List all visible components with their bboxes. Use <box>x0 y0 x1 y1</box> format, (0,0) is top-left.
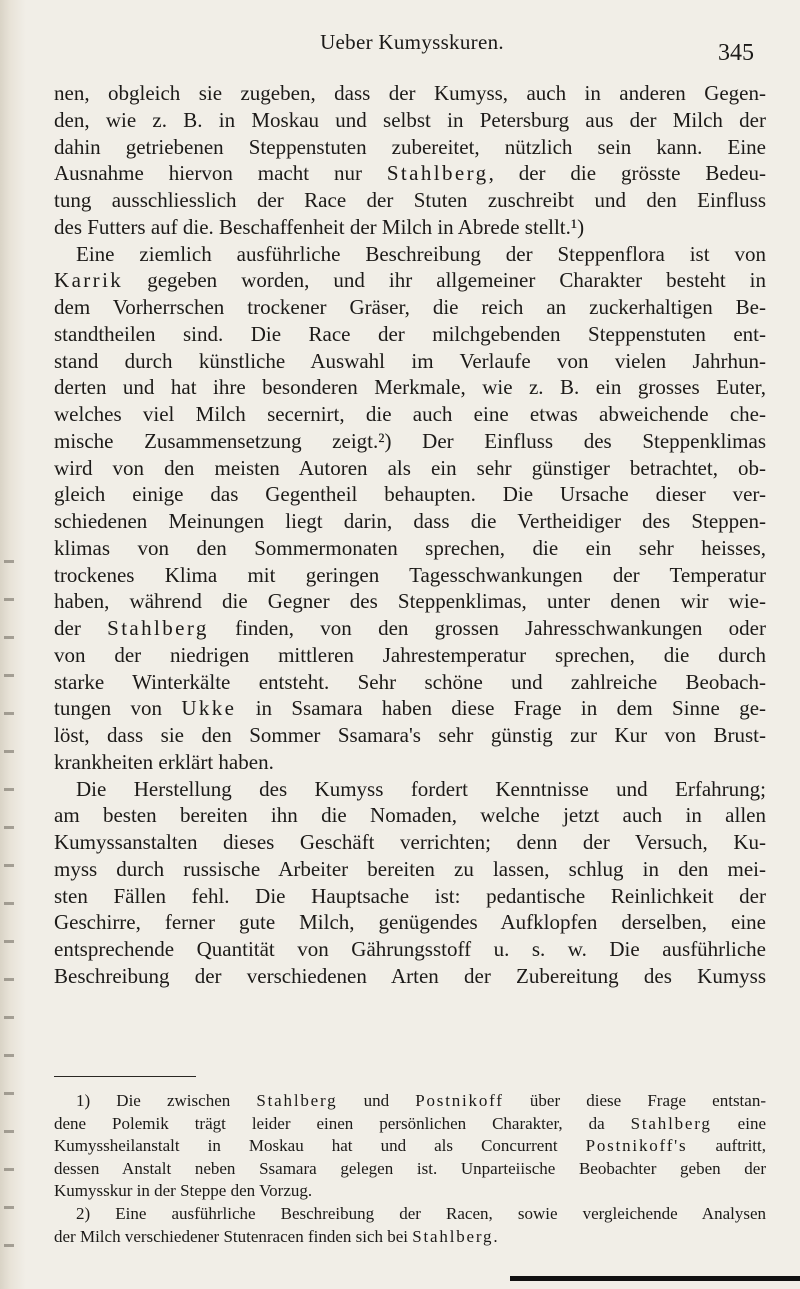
text-span: und <box>337 1091 416 1110</box>
text-span: Kumyssheilanstalt in Moskau hat und als Concurrent <box>54 1136 586 1156</box>
footnotes <box>54 1090 766 1248</box>
text-span: Eine ziemlich ausführliche Beschreibung der Steppenflora ist von <box>76 241 766 266</box>
text-span: standtheilen sind. Die Race der milchgebenden Steppenstuten ent- <box>54 321 766 346</box>
footnote-line <box>54 1135 766 1158</box>
footnote-line <box>54 1113 766 1136</box>
text-line <box>54 214 766 241</box>
text-line <box>54 963 766 990</box>
page-number: 345 <box>718 40 754 66</box>
text-span: von der niedrigen mittleren Jahrestemperatur sprechen, die durch <box>54 642 766 667</box>
text-span: myss durch russische Arbeiter bereiten zu lassen, schlug in den mei- <box>54 856 766 881</box>
text-span: entsprechende Quantität von Gährungsstoff u. s. w. Die ausführliche <box>54 937 766 961</box>
footnote-line <box>54 1203 766 1226</box>
author-name: Postnikoff's <box>585 1136 688 1156</box>
text-span: finden, von den grossen Jahresschwankungen oder <box>208 616 766 640</box>
text-line <box>54 936 766 963</box>
author-name: Ukke <box>181 696 237 721</box>
text-line <box>54 187 766 214</box>
text-line <box>54 80 766 107</box>
text-span: des Futters auf die. Beschaffenheit der Milch in Abrede stellt.¹) <box>54 214 585 239</box>
text-span: am besten bereiten ihn die Nomaden, welche jetzt auch in allen <box>54 803 766 828</box>
text-span: der <box>54 616 108 640</box>
text-span: sten Fällen fehl. Die Hauptsache ist: pedantische Reinlichkeit der <box>54 883 766 908</box>
text-line <box>54 374 766 401</box>
binding-stitch-marks <box>4 560 14 1280</box>
text-span: welches viel Milch secernirt, die auch eine etwas abweichende che- <box>54 402 766 426</box>
text-span: auftritt, <box>687 1136 767 1156</box>
footnote-line <box>54 1226 766 1249</box>
text-span: krankheiten erklärt haben. <box>54 749 274 774</box>
text-span: klimas von den Sommermonaten sprechen, die ein sehr heisses, <box>54 535 766 560</box>
text-span: eine <box>711 1113 766 1133</box>
text-span: tungen von <box>54 696 182 721</box>
footnote-divider <box>54 1076 196 1077</box>
text-line <box>54 348 766 375</box>
text-line <box>54 562 766 589</box>
text-span: dem Vorherrschen trockener Gräser, die reich an zuckerhaltigen Be- <box>54 295 766 319</box>
text-line <box>54 107 766 134</box>
text-span: den, wie z. B. in Moskau und selbst in Petersburg aus der Milch der <box>54 107 766 132</box>
running-title: Ueber Kumysskuren. <box>320 30 504 54</box>
text-span: der Milch verschiedener Stutenracen finden sich bei <box>54 1226 413 1246</box>
author-name: Karrik <box>54 268 124 293</box>
text-line <box>54 909 766 936</box>
author-name: Stahlberg <box>412 1226 494 1246</box>
text-span: Kumysskur in der Steppe den Vorzug. <box>54 1181 313 1201</box>
text-line <box>54 669 766 696</box>
text-span: über diese Frage entstan- <box>503 1091 766 1110</box>
text-line <box>54 134 766 161</box>
text-line <box>54 401 766 428</box>
text-line <box>54 695 766 722</box>
text-span: trockenes Klima mit geringen Tagesschwankungen der Temperatur <box>54 562 766 587</box>
text-span: tung ausschliesslich der Race der Stuten zuschreibt und den Einfluss <box>54 188 766 212</box>
text-line <box>54 615 766 642</box>
text-line <box>54 535 766 562</box>
text-span: gegeben worden, und ihr allgemeiner Charakter besteht in <box>123 268 766 293</box>
text-span: 2) Eine ausführliche Beschreibung der Racen, sowie vergleichende Analysen <box>76 1203 766 1223</box>
author-name: Stahlberg <box>107 616 209 640</box>
text-span: , der die grösste Bedeu- <box>488 161 766 186</box>
text-span: 1) Die zwischen <box>76 1091 257 1110</box>
text-span: starke Winterkälte entsteht. Sehr schöne und zahlreiche Beobach- <box>54 669 766 694</box>
text-span: schiedenen Meinungen liegt darin, dass die Vertheidiger des Steppen- <box>54 509 766 533</box>
footnote-line <box>54 1158 766 1181</box>
text-line <box>54 588 766 615</box>
author-name: Stahlberg <box>630 1113 712 1133</box>
text-line <box>54 856 766 883</box>
text-line <box>54 428 766 455</box>
text-span: nen, obgleich sie zugeben, dass der Kumyss, auch in anderen Gegen- <box>54 81 766 105</box>
page-header <box>58 28 766 68</box>
text-line <box>54 776 766 803</box>
text-span: mische Zusammensetzung zeigt.²) Der Einfluss des Steppenklimas <box>54 428 766 453</box>
footnote-line <box>54 1180 766 1203</box>
text-line <box>54 749 766 776</box>
text-line <box>54 294 766 321</box>
text-span: Die Herstellung des Kumyss fordert Kenntnisse und Erfahrung; <box>76 776 766 801</box>
text-line <box>54 883 766 910</box>
text-line <box>54 481 766 508</box>
text-span: in Ssamara haben diese Frage in dem Sinne ge- <box>236 696 767 721</box>
text-line <box>54 642 766 669</box>
author-name: Stahlberg <box>256 1091 338 1110</box>
text-line <box>54 829 766 856</box>
text-line <box>54 508 766 535</box>
text-line <box>54 267 766 294</box>
text-line <box>54 241 766 268</box>
text-span: Geschirre, ferner gute Milch, genügendes Aufklopfen derselben, eine <box>54 910 766 935</box>
text-span: Beschreibung der verschiedenen Arten der Zubereitung des Kumyss <box>54 963 766 988</box>
page-edge-shadow <box>510 1276 800 1281</box>
text-span: dessen Anstalt neben Ssamara gelegen ist. Unparteiische Beobachter geben der <box>54 1158 766 1178</box>
text-span: wird von den meisten Autoren als ein sehr günstiger betrachtet, ob- <box>54 455 766 480</box>
text-span: dahin getriebenen Steppenstuten zubereitet, nützlich sein kann. Eine <box>54 134 766 159</box>
main-text <box>54 80 766 990</box>
text-line <box>54 160 766 187</box>
text-span: stand durch künstliche Auswahl im Verlaufe von vielen Jahrhun- <box>54 348 766 373</box>
text-line <box>54 722 766 749</box>
text-span: haben, während die Gegner des Steppenklimas, unter denen wir wie- <box>54 589 766 614</box>
text-line <box>54 455 766 482</box>
text-span: gleich einige das Gegentheil behaupten. Die Ursache dieser ver- <box>54 482 766 507</box>
text-span: derten und hat ihre besonderen Merkmale, wie z. B. ein grosses Euter, <box>54 375 766 400</box>
text-line <box>54 321 766 348</box>
text-span: Ausnahme hiervon macht nur <box>54 161 387 186</box>
footnote-line <box>54 1090 766 1113</box>
text-span: . <box>493 1226 498 1246</box>
text-span: löst, dass sie den Sommer Ssamara's sehr günstig zur Kur von Brust- <box>54 723 766 747</box>
text-span: Kumyssanstalten dieses Geschäft verrichten; denn der Versuch, Ku- <box>54 830 766 854</box>
author-name: Postnikoff <box>415 1091 504 1110</box>
author-name: Stahlberg <box>386 161 489 186</box>
text-span: dene Polemik trägt leider einen persönlichen Charakter, da <box>54 1113 631 1133</box>
text-line <box>54 802 766 829</box>
